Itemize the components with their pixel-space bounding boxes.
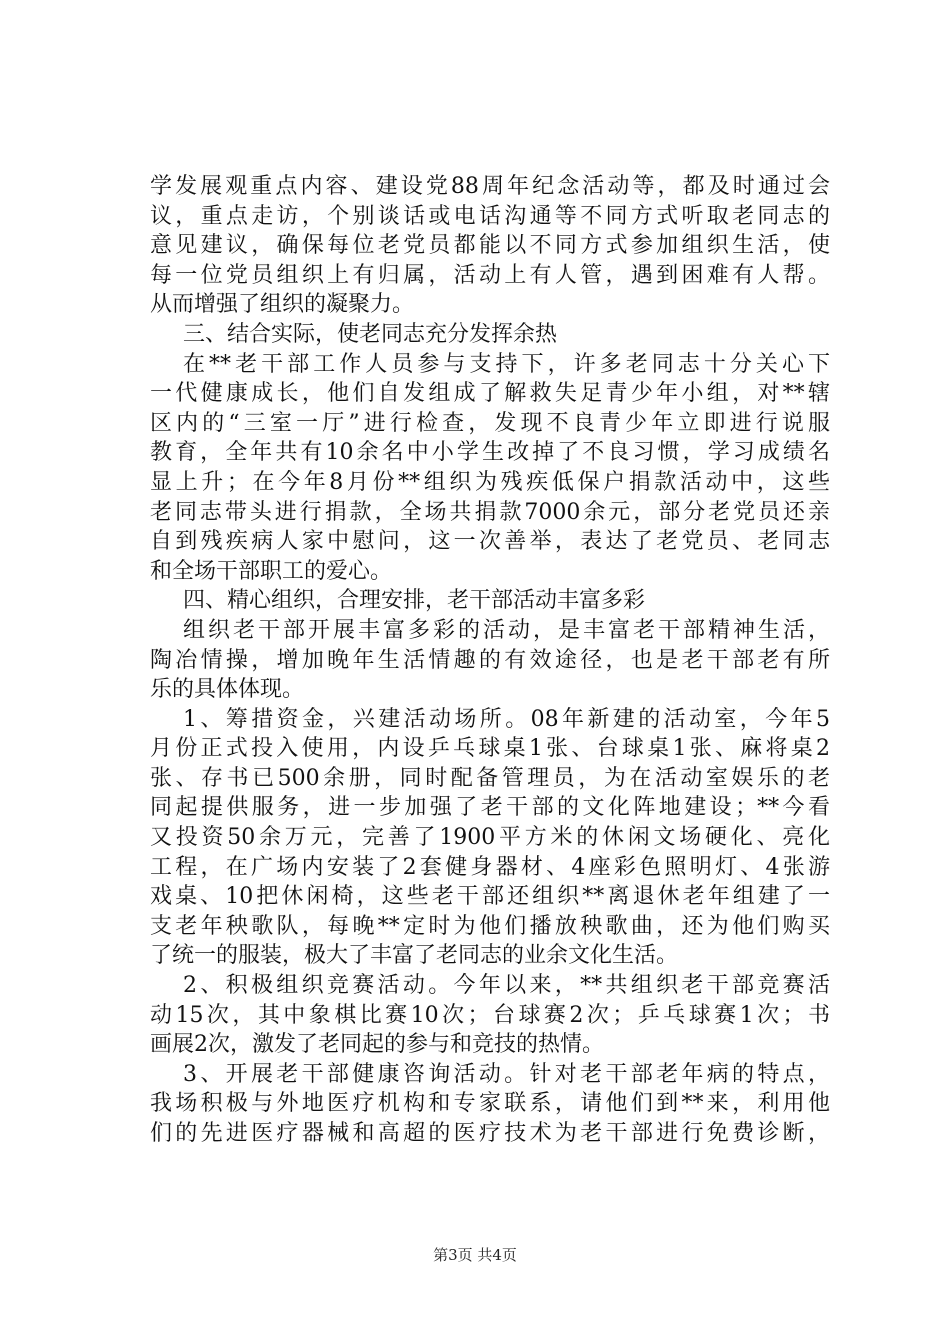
text-line: 工程，在广场内安装了2套健身器材、4座彩色照明灯、4张游 xyxy=(150,854,830,880)
text-line: 同起提供服务，进一步加强了老干部的文化阵地建设；**今看 xyxy=(150,795,830,821)
text-line: 月份正式投入使用，内设乒乓球桌1张、台球桌1张、麻将桌2 xyxy=(150,736,830,762)
paragraph-first-line: 3、开展老干部健康咨询活动。针对老干部老年病的特点， xyxy=(183,1061,830,1087)
text-line: 自到残疾病人家中慰问，这一次善举，表达了老党员、老同志 xyxy=(150,529,830,555)
section-heading: 三、结合实际，使老同志充分发挥余热 xyxy=(183,321,558,347)
text-line: 了统一的服装，极大了丰富了老同志的业余文化生活。 xyxy=(150,943,679,969)
text-line: 乐的具体体现。 xyxy=(150,677,305,703)
text-line: 从而增强了组织的凝聚力。 xyxy=(150,292,415,318)
text-line: 老同志带头进行捐款，全场共捐款7000余元，部分老党员还亲 xyxy=(150,499,830,525)
paragraph-first-line: 2、积极组织竞赛活动。今年以来，**共组织老干部竞赛活 xyxy=(183,973,830,999)
document-body xyxy=(150,172,830,1149)
text-line: 每一位党员组织上有归属，活动上有人管，遇到困难有人帮。 xyxy=(150,262,830,288)
paragraph-first-line: 组织老干部开展丰富多彩的活动，是丰富老干部精神生活， xyxy=(183,617,830,643)
text-line: 动15次，其中象棋比赛10次；台球赛2次；乒乓球赛1次；书 xyxy=(150,1002,830,1028)
text-line: 议，重点走访，个别谈话或电话沟通等不同方式听取老同志的 xyxy=(150,203,830,229)
text-line: 张、存书已500余册，同时配备管理员，为在活动室娱乐的老 xyxy=(150,765,830,791)
text-line: 显上升；在今年8月份**组织为残疾低保户捐款活动中，这些 xyxy=(150,469,830,495)
text-line: 区内的“三室一厅”进行检查，发现不良青少年立即进行说服 xyxy=(150,410,830,436)
text-line: 又投资50余万元，完善了1900平方米的休闲文场硬化、亮化 xyxy=(150,825,830,851)
text-line: 我场积极与外地医疗机构和专家联系，请他们到**来，利用他 xyxy=(150,1091,830,1117)
text-line: 教育，全年共有10余名中小学生改掉了不良习惯，学习成绩名 xyxy=(150,440,830,466)
paragraph-first-line: 1、筹措资金，兴建活动场所。08年新建的活动室，今年5 xyxy=(183,706,830,732)
text-line: 支老年秧歌队，每晚**定时为他们播放秧歌曲，还为他们购买 xyxy=(150,913,830,939)
text-line: 意见建议，确保每位老党员都能以不同方式参加组织生活，使 xyxy=(150,233,830,259)
text-line: 画展2次，激发了老同起的参与和竞技的热情。 xyxy=(150,1032,604,1058)
section-heading: 四、精心组织，合理安排，老干部活动丰富多彩 xyxy=(183,588,646,614)
text-line: 一代健康成长，他们自发组成了解救失足青少年小组，对**辖 xyxy=(150,381,830,407)
text-line: 陶冶情操，增加晚年生活情趣的有效途径，也是老干部老有所 xyxy=(150,647,830,673)
paragraph-first-line: 在**老干部工作人员参与支持下，许多老同志十分关心下 xyxy=(183,351,830,377)
text-line: 们的先进医疗器械和高超的医疗技术为老干部进行免费诊断， xyxy=(150,1121,830,1146)
text-line: 和全场干部职工的爱心。 xyxy=(150,558,393,584)
page-number-footer: 第3页 共4页 xyxy=(433,1246,517,1264)
text-line: 戏桌、10把休闲椅，这些老干部还组织**离退休老年组建了一 xyxy=(150,884,830,910)
text-line: 学发展观重点内容、建设党88周年纪念活动等，都及时通过会 xyxy=(150,174,830,199)
